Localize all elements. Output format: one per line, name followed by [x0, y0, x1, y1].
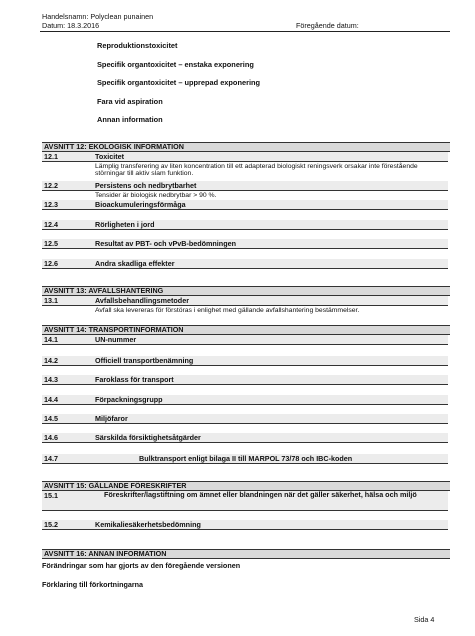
row-12-1	[42, 152, 448, 162]
row-title: Kemikaliesäkerhetsbedömning	[95, 520, 201, 529]
row-number: 14.7	[44, 454, 58, 463]
row-14-5	[42, 414, 448, 424]
page-number: Sida 4	[414, 615, 435, 624]
section-13-header: AVSNITT 13: AVFALLSHANTERING	[42, 286, 450, 296]
row-number: 12.4	[44, 220, 58, 229]
row-number: 15.1	[44, 491, 58, 500]
subtitle-repeated-exposure: Specifik organtoxicitet – upprepad exponering	[97, 78, 261, 87]
row-title: UN-nummer	[95, 335, 137, 344]
document-date: Datum: 18.3.2016	[42, 21, 100, 30]
row-14-1	[42, 335, 448, 345]
row-15-1	[42, 491, 448, 511]
row-14-6	[42, 433, 448, 443]
row-13-1	[42, 296, 448, 306]
row-number: 12.1	[44, 152, 58, 161]
row-title: Resultat av PBT- och vPvB-bedömningen	[95, 239, 236, 248]
row-title: Föreskrifter/lagstiftning om ämnet eller blandningen när det gäller säkerhet, hälsa och miljö	[104, 490, 417, 499]
row-12-4	[42, 220, 448, 230]
section-12-header: AVSNITT 12: EKOLOGISK INFORMATION	[42, 142, 450, 152]
row-title: Persistens och nedbrytbarhet	[95, 181, 197, 190]
section-16-header: AVSNITT 16: ANNAN INFORMATION	[42, 549, 450, 559]
row-title: Avfallsbehandlingsmetoder	[95, 296, 189, 305]
persistence-text: Tensider är biologisk nedbrytbar > 90 %.	[95, 192, 217, 199]
row-title: Bulktransport enligt bilaga II till MARPOL 73/78 och IBC-koden	[139, 454, 353, 463]
row-title: Rörligheten i jord	[95, 220, 155, 229]
row-title: Andra skadliga effekter	[95, 259, 175, 268]
row-number: 14.5	[44, 414, 58, 423]
row-number: 14.4	[44, 395, 58, 404]
row-12-2	[42, 181, 448, 191]
subtitle-other-info: Annan information	[97, 115, 163, 124]
row-number: 12.2	[44, 181, 58, 190]
row-14-2	[42, 356, 448, 366]
row-title: Förpackningsgrupp	[95, 395, 163, 404]
row-15-2	[42, 520, 448, 530]
row-title: Särskilda försiktighetsåtgärder	[95, 433, 201, 442]
row-title: Bioackumuleringsförmåga	[95, 200, 186, 209]
row-number: 14.1	[44, 335, 58, 344]
section-15-header: AVSNITT 15: GÄLLANDE FÖRESKRIFTER	[42, 481, 450, 491]
subtitle-reproduction: Reproduktionstoxicitet	[97, 41, 178, 50]
row-12-6	[42, 259, 448, 269]
header-divider	[40, 31, 450, 32]
subtitle-aspiration: Fara vid aspiration	[97, 97, 163, 106]
row-title: Officiell transportbenämning	[95, 356, 194, 365]
row-12-5	[42, 239, 448, 249]
row-title: Faroklass för transport	[95, 375, 174, 384]
row-number: 12.3	[44, 200, 58, 209]
previous-date: Föregående datum:	[296, 21, 359, 30]
row-number: 15.2	[44, 520, 58, 529]
row-number: 13.1	[44, 296, 58, 305]
section-14-header: AVSNITT 14: TRANSPORTINFORMATION	[42, 325, 450, 335]
row-number: 14.6	[44, 433, 58, 442]
subtitle-single-exposure: Specifik organtoxicitet – enstaka exponering	[97, 60, 254, 69]
toxicity-text: Lämplig transferering av liten koncentration till ett adapterad biologiskt reningsverk orsakar inte förestående störningar till aktiv slam funktion.	[95, 163, 418, 178]
row-number: 12.5	[44, 239, 58, 248]
row-14-7	[42, 454, 448, 464]
row-title: Miljöfaror	[95, 414, 128, 423]
row-title: Toxicitet	[95, 152, 125, 161]
row-12-3	[42, 200, 448, 210]
row-14-4	[42, 395, 448, 405]
row-14-3	[42, 375, 448, 385]
row-number: 14.3	[44, 375, 58, 384]
trade-name: Handelsnamn: Polyclean punainen	[42, 12, 154, 21]
waste-text: Avfall ska levereras för förstöras i enlighet med gällande avfallshantering bestämmelser.	[95, 307, 360, 314]
abbreviations-line: Förklaring till förkortningarna	[42, 580, 144, 589]
row-number: 14.2	[44, 356, 58, 365]
changes-line: Förändringar som har gjorts av den föregående versionen	[42, 561, 241, 570]
row-number: 12.6	[44, 259, 58, 268]
